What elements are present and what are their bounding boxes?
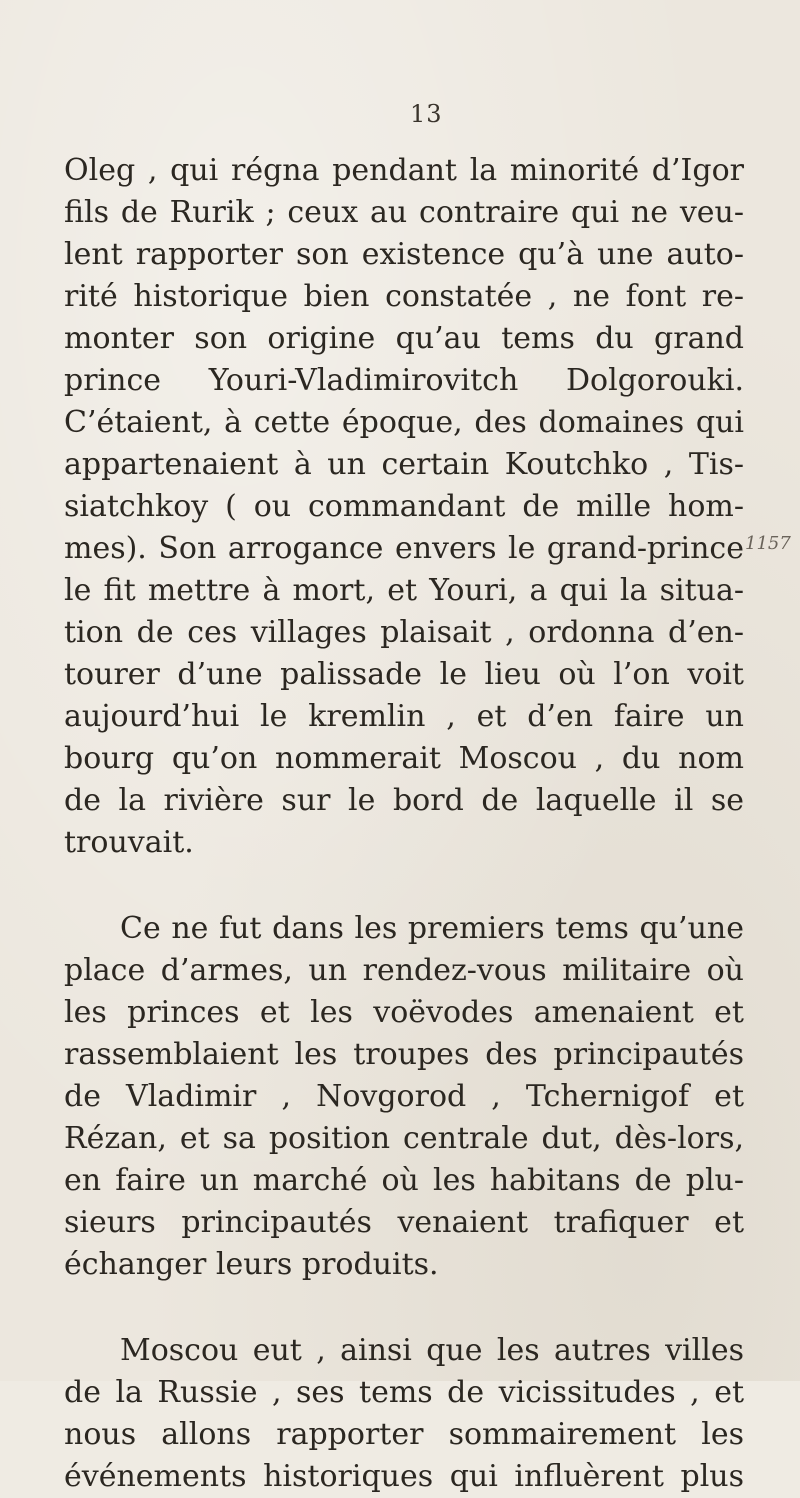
text-line: bourg qu’on nommerait Moscou , du nom xyxy=(64,741,744,776)
text-line: monter son origine qu’au tems du grand xyxy=(64,321,744,356)
paragraph-spacer xyxy=(64,864,744,908)
text-line: Moscou eut , ainsi que les autres villes xyxy=(120,1333,744,1368)
paragraph-3 xyxy=(64,1330,744,1498)
text-line: les princes et les voëvodes amenaient et xyxy=(64,995,744,1030)
margin-annotation: 1157 xyxy=(745,533,791,554)
text-line: lent rapporter son existence qu’à une auto- xyxy=(64,237,744,272)
text-line: fils de Rurik ; ceux au contraire qui ne veu- xyxy=(64,195,744,230)
text-line: tion de ces villages plaisait , ordonna d’en- xyxy=(64,615,744,650)
text-line: Rézan, et sa position centrale dut, dès-lors, xyxy=(64,1121,744,1156)
text-line: Oleg , qui régna pendant la minorité d’Igor xyxy=(64,153,744,188)
body-text xyxy=(64,150,744,1498)
text-line: rité historique bien constatée , ne font re- xyxy=(64,279,744,314)
text-line: appartenaient à un certain Koutchko , Tis- xyxy=(64,447,744,482)
text-line: sieurs principautés venaient trafiquer et xyxy=(64,1205,744,1240)
text-line: place d’armes, un rendez-vous militaire où xyxy=(64,953,744,988)
text-line: en faire un marché où les habitans de plu- xyxy=(64,1163,744,1198)
text-line: le fit mettre à mort, et Youri, a qui la situa- xyxy=(64,573,744,608)
text-line: siatchkoy ( ou commandant de mille hom- xyxy=(64,489,744,524)
paragraph-1 xyxy=(64,150,744,864)
text-line: de la Russie , ses tems de vicissitudes , et xyxy=(64,1375,744,1410)
text-line: échanger leurs produits. xyxy=(64,1247,439,1282)
text-line: de la rivière sur le bord de laquelle il se xyxy=(64,783,744,818)
paragraph-2 xyxy=(64,908,744,1286)
text-line: Ce ne fut dans les premiers tems qu’une xyxy=(120,911,744,946)
text-line: rassemblaient les troupes des principautés xyxy=(64,1037,744,1072)
text-line: nous allons rapporter sommairement les xyxy=(64,1417,744,1452)
text-line: trouvait. xyxy=(64,825,194,860)
text-line: aujourd’hui le kremlin , et d’en faire un xyxy=(64,699,744,734)
text-line: mes). Son arrogance envers le grand-prince xyxy=(64,531,744,566)
text-line: tourer d’une palissade le lieu où l’on voit xyxy=(64,657,744,692)
text-line: prince Youri-Vladimirovitch Dolgorouki. xyxy=(64,363,744,398)
text-line: événements historiques qui influèrent plus xyxy=(64,1459,744,1494)
page-number: 13 xyxy=(410,100,443,128)
paragraph-spacer xyxy=(64,1286,744,1330)
text-line: C’étaient, à cette époque, des domaines qui xyxy=(64,405,744,440)
text-line: de Vladimir , Novgorod , Tchernigof et xyxy=(64,1079,744,1114)
